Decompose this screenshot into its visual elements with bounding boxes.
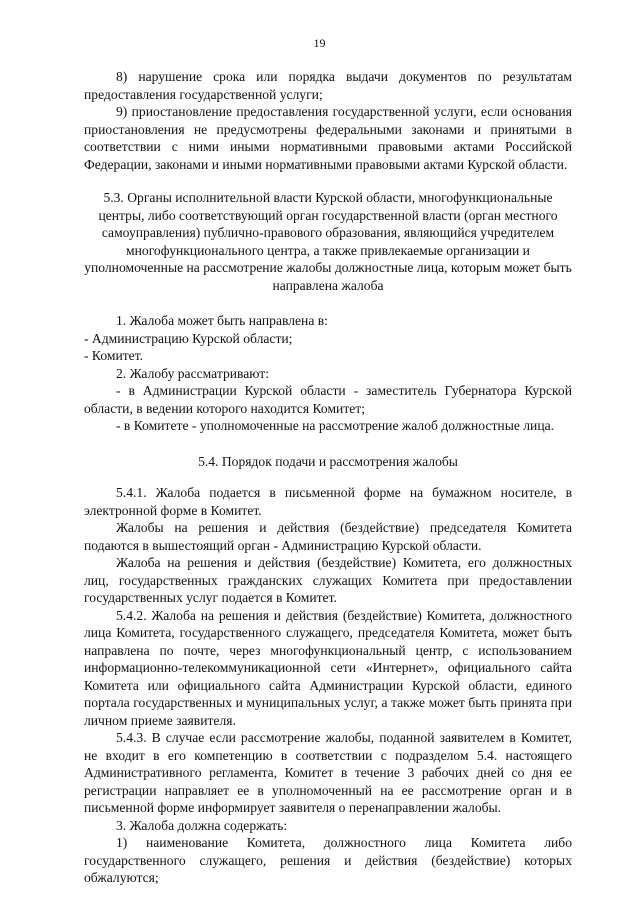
spacer bbox=[84, 173, 572, 189]
section-5-3-line: - в Комитете - уполномоченные на рассмотрение жалоб должностные лица. bbox=[116, 418, 555, 433]
section-5-4-paragraph: Жалоба на решения и действия (бездействие) Комитета, его должностных лиц, государственных гражданских служащих Комитета при предоставлении государственных услуг подается в Комитет. bbox=[84, 555, 572, 605]
document-body bbox=[84, 68, 572, 887]
section-5-4-paragraph: Жалобы на решения и действия (бездействие) председателя Комитета подаются в вышестоящий орган - Администрацию Курской области. bbox=[84, 520, 572, 553]
list-item-8: 8) нарушение срока или порядка выдачи документов по результатам предоставления государственной услуги; bbox=[84, 69, 572, 102]
section-5-3-line: - Комитет. bbox=[84, 348, 144, 363]
spacer bbox=[84, 435, 572, 453]
section-5-3-line: - Администрацию Курской области; bbox=[84, 330, 293, 346]
section-5-4-heading: 5.4. Порядок подачи и рассмотрения жалобы bbox=[198, 453, 458, 469]
section-5-3-line: 2. Жалобу рассматривают: bbox=[116, 365, 269, 381]
section-5-3-line: - в Администрации Курской области - заместитель Губернатора Курской области, в ведении которого находится Комитет; bbox=[84, 383, 572, 416]
spacer bbox=[84, 470, 572, 484]
section-5-4-paragraph: 3. Жалоба должна содержать: bbox=[116, 817, 288, 833]
section-5-4-paragraph: 1) наименование Комитета, должностного лица Комитета либо государственного служащего, решения и действия (бездействие) которых обжалуются; bbox=[84, 835, 572, 885]
page-number: 19 bbox=[313, 36, 326, 50]
section-5-4-paragraph: 5.4.1. Жалоба подается в письменной форме на бумажном носителе, в электронной форме в Комитет. bbox=[84, 485, 572, 518]
section-5-3-line: 1. Жалоба может быть направлена в: bbox=[116, 313, 328, 328]
section-5-3-heading: 5.3. Органы исполнительной власти Курской области, многофункциональные центры, либо соответствующий орган государственной власти (орган местного самоуправления) публично-правового образования, являющийся учредителем многофункционального центра, а также привлекаемые организации и уполномоченные на рассмотрение жалобы должностные лица, которым может быть направлена жалоба bbox=[84, 190, 572, 293]
list-item-9: 9) приостановление предоставления государственной услуги, если основания приостановления не предусмотрены федеральными законами и принятыми в соответствии с ними иными нормативными правовыми актами Российской Федерации, законами и иными нормативными правовыми актами Курской области. bbox=[84, 104, 572, 172]
section-5-4-paragraph: 5.4.2. Жалоба на решения и действия (бездействие) Комитета, должностного лица Комитета, государственного служащего, председателя Комитета, может быть направлена по почте, через многофункциональный центр, с использованием информационно-телекоммуникационной сети «Интернет», официального сайта Комитета или официального сайта Администрации Курской области, единого портала государственных и муниципальных услуг, а также может быть принята при личном приеме заявителя. bbox=[84, 607, 572, 728]
section-5-4-paragraph: 5.4.3. В случае если рассмотрение жалобы, поданной заявителем в Комитет, не входит в его компетенцию в соответствии с подразделом 5.4. настоящего Административного регламента, Комитет в течение 3 рабочих дней со дня ее регистрации направляет ее в уполномоченный на ее рассмотрение орган и в письменной форме информирует заявителя о перенаправлении жалобы. bbox=[84, 730, 572, 815]
spacer bbox=[84, 294, 572, 312]
